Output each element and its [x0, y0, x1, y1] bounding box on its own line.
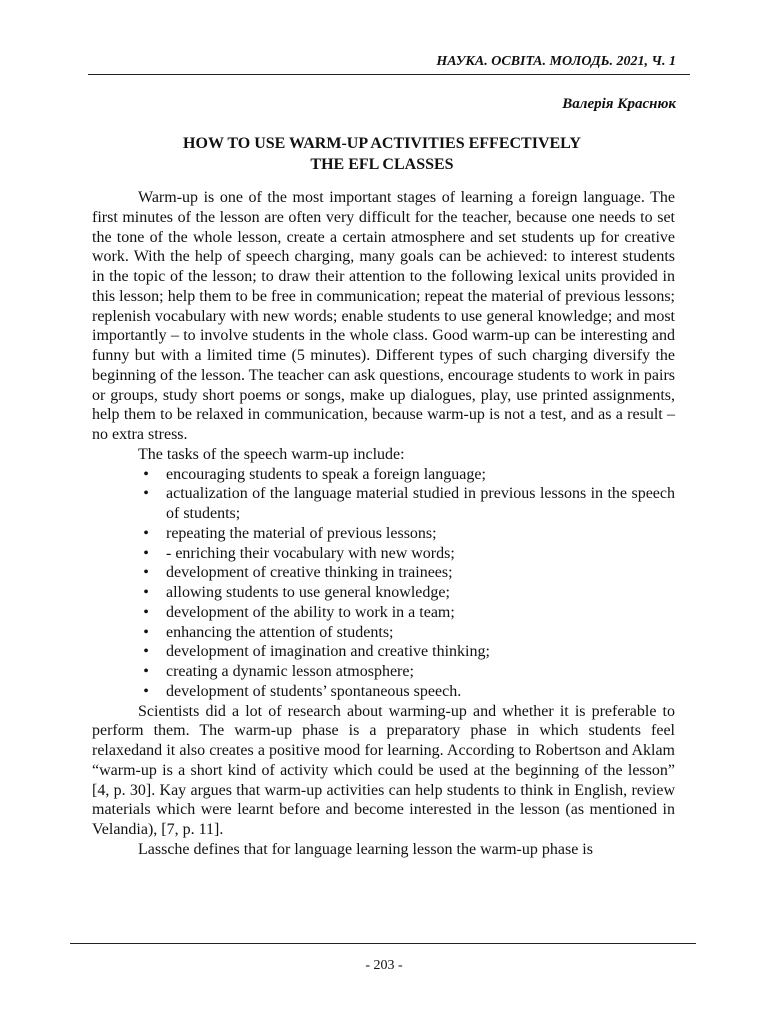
bullet-icon: • [143, 465, 149, 483]
list-item: • development of imagination and creative thinking; [92, 642, 675, 662]
bullet-icon: • [143, 544, 149, 562]
list-item: • repeating the material of previous lessons; [92, 524, 675, 544]
bullet-icon: • [143, 643, 149, 661]
tasks-intro: The tasks of the speech warm-up include: [138, 445, 405, 463]
list-item: • development of students’ spontaneous speech. [92, 682, 675, 702]
paragraph-research: Scientists did a lot of research about warming-up and whether it is preferable to perform them. The warm-up phase is a preparatory phase in which students feel relaxedand it also creates a positive mood for learning. According to Robertson and Aklam “warm-up is a short kind of activity which could be used at the beginning of the lesson” [4, p. 30]. Kay argues that warm-up activities can help students to think in English, review materials which were learnt before and become interested in the lesson (as mentioned in Velandia), [7, p. 11]. [92, 702, 675, 838]
list-item: • encouraging students to speak a foreign language; [92, 465, 675, 485]
bullet-icon: • [143, 682, 149, 700]
title-line-1: HOW TO USE WARM-UP ACTIVITIES EFFECTIVELY [183, 135, 581, 152]
bullet-icon: • [143, 623, 149, 641]
header-divider [88, 74, 690, 75]
bullet-icon: • [143, 603, 149, 621]
bullet-icon: • [143, 584, 149, 601]
list-item: • actualization of the language material studied in previous lessons in the speech of students; [92, 484, 675, 524]
page-number: - 203 - [365, 958, 403, 973]
title-line-2: THE EFL CLASSES [310, 156, 454, 173]
paragraph-lassche: Lassche defines that for language learning lesson the warm-up phase is [138, 840, 593, 858]
list-item: • allowing students to use general knowledge; [92, 583, 675, 603]
list-item: • enhancing the attention of students; [92, 623, 675, 643]
tasks-list [92, 465, 675, 702]
bullet-icon: • [143, 663, 149, 680]
list-item: • development of the ability to work in a team; [92, 603, 675, 623]
paragraph-intro: Warm-up is one of the most important stages of learning a foreign language. The first minutes of the lesson are often very difficult for the teacher, because one needs to set the tone of the whole lesson, create a certain atmosphere and set students up for creative work. With the help of speech charging, many goals can be achieved: to interest students in the topic of the lesson; to draw their attention to the following lexical units provided in this lesson; help them to be free in communication; repeat the material of previous lessons; replenish vocabulary with new words; enable students to use general knowledge; and most importantly – to involve students in the whole class. Good warm-up can be interesting and funny but with a limited time (5 minutes). Different types of such charging diversify the beginning of the lesson. The teacher can ask questions, encourage students to work in pairs or groups, study short poems or songs, make up dialogues, play, use printed assignments, help them to be relaxed in communication, because warm-up is not a test, and as a result – no extra stress. [92, 189, 675, 443]
footer-divider [70, 943, 696, 944]
list-item: • development of creative thinking in trainees; [92, 563, 675, 583]
journal-header: НАУКА. ОСВІТА. МОЛОДЬ. 2021, Ч. 1 [436, 54, 676, 69]
author-name: Валерія Краснюк [562, 96, 676, 112]
list-item: • - enriching their vocabulary with new words; [92, 544, 675, 564]
bullet-icon: • [143, 564, 149, 582]
bullet-icon: • [143, 485, 149, 503]
article-title [92, 133, 672, 175]
bullet-icon: • [143, 524, 149, 542]
list-item: • creating a dynamic lesson atmosphere; [92, 662, 675, 682]
article-body [92, 188, 675, 860]
